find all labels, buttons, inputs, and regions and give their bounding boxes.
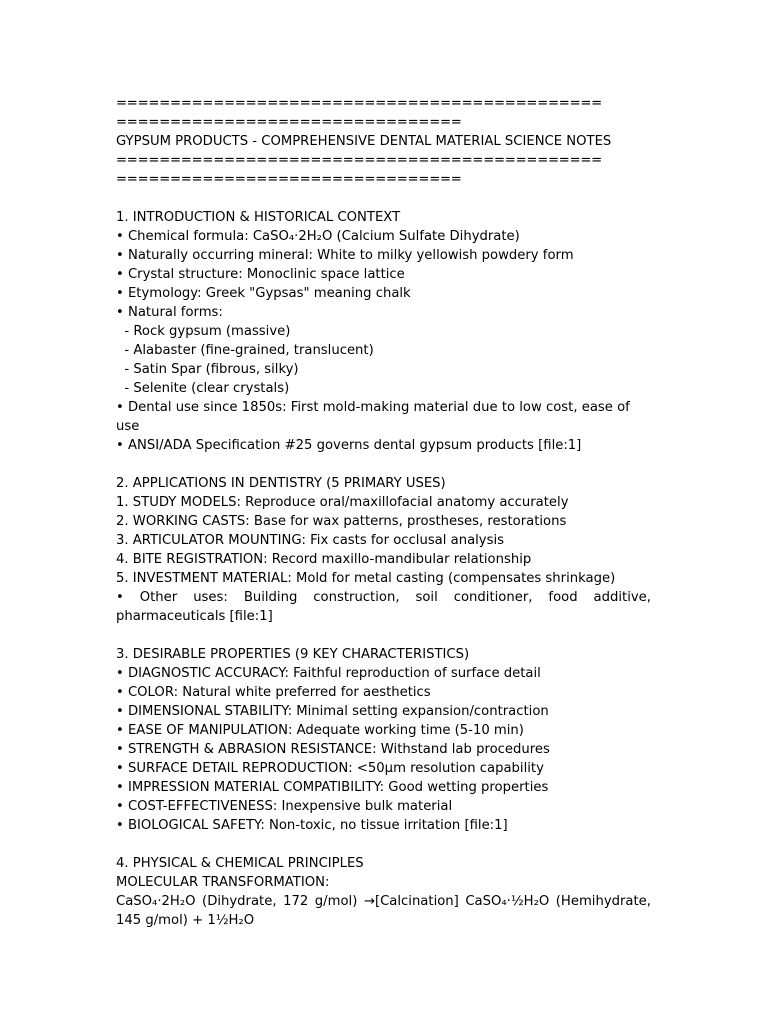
section-introduction bbox=[116, 208, 651, 455]
section-applications bbox=[116, 474, 651, 626]
list-subitem: - Alabaster (fine-grained, translucent) bbox=[116, 343, 374, 358]
list-item: • Natural forms: bbox=[116, 305, 223, 320]
list-item: • DIMENSIONAL STABILITY: Minimal setting expansion/contraction bbox=[116, 704, 549, 719]
list-subitem: - Selenite (clear crystals) bbox=[116, 381, 290, 396]
list-item: • IMPRESSION MATERIAL COMPATIBILITY: Good wetting properties bbox=[116, 780, 549, 795]
section-heading: 2. APPLICATIONS IN DENTISTRY (5 PRIMARY USES) bbox=[116, 476, 446, 491]
spacer bbox=[116, 455, 651, 474]
list-item: 4. BITE REGISTRATION: Record maxillo-mandibular relationship bbox=[116, 552, 532, 567]
document-header bbox=[116, 94, 651, 189]
list-item: • EASE OF MANIPULATION: Adequate working time (5-10 min) bbox=[116, 723, 524, 738]
list-item: 3. ARTICULATOR MOUNTING: Fix casts for occlusal analysis bbox=[116, 533, 505, 548]
list-item: • Naturally occurring mineral: White to milky yellowish powdery form bbox=[116, 248, 574, 263]
section-principles bbox=[116, 854, 651, 930]
list-item: • SURFACE DETAIL REPRODUCTION: <50μm resolution capability bbox=[116, 761, 544, 776]
list-item: 1. STUDY MODELS: Reproduce oral/maxillofacial anatomy accurately bbox=[116, 495, 569, 510]
list-subitem: - Satin Spar (fibrous, silky) bbox=[116, 362, 299, 377]
section-heading: 4. PHYSICAL & CHEMICAL PRINCIPLES bbox=[116, 856, 364, 871]
list-subitem: - Rock gypsum (massive) bbox=[116, 324, 291, 339]
header-rule-top-2: ================================ bbox=[116, 115, 462, 130]
spacer bbox=[116, 626, 651, 645]
spacer bbox=[116, 189, 651, 208]
list-item: • COST-EFFECTIVENESS: Inexpensive bulk material bbox=[116, 799, 453, 814]
chemical-equation: CaSO₄·2H₂O (Dihydrate, 172 g/mol) →[Calcination] CaSO₄·½H₂O (Hemihydrate, 145 g/mol) + 1½H₂O bbox=[116, 894, 651, 928]
list-item: • DIAGNOSTIC ACCURACY: Faithful reproduction of surface detail bbox=[116, 666, 541, 681]
list-item: 5. INVESTMENT MATERIAL: Mold for metal casting (compensates shrinkage) bbox=[116, 571, 616, 586]
section-heading: 3. DESIRABLE PROPERTIES (9 KEY CHARACTERISTICS) bbox=[116, 647, 470, 662]
list-item: • Chemical formula: CaSO₄·2H₂O (Calcium Sulfate Dihydrate) bbox=[116, 229, 520, 244]
header-rule-bottom-2: ================================ bbox=[116, 172, 462, 187]
section-heading: 1. INTRODUCTION & HISTORICAL CONTEXT bbox=[116, 210, 401, 225]
list-item: • COLOR: Natural white preferred for aesthetics bbox=[116, 685, 431, 700]
list-item: • STRENGTH & ABRASION RESISTANCE: Withstand lab procedures bbox=[116, 742, 550, 757]
list-item: • Dental use since 1850s: First mold-making material due to low cost, ease of use bbox=[116, 400, 634, 434]
document-page bbox=[116, 94, 651, 930]
list-item: 2. WORKING CASTS: Base for wax patterns, prostheses, restorations bbox=[116, 514, 567, 529]
list-item: • ANSI/ADA Specification #25 governs dental gypsum products [file:1] bbox=[116, 438, 582, 453]
list-item: • Other uses: Building construction, soil conditioner, food additive, pharmaceuticals [file:1] bbox=[116, 590, 651, 624]
subheading: MOLECULAR TRANSFORMATION: bbox=[116, 875, 330, 890]
list-item: • Crystal structure: Monoclinic space lattice bbox=[116, 267, 405, 282]
list-item: • Etymology: Greek "Gypsas" meaning chalk bbox=[116, 286, 411, 301]
spacer bbox=[116, 835, 651, 854]
document-title: GYPSUM PRODUCTS - COMPREHENSIVE DENTAL MATERIAL SCIENCE NOTES bbox=[116, 134, 612, 149]
section-properties bbox=[116, 645, 651, 835]
header-rule-bottom-1: ============================================= bbox=[116, 153, 602, 168]
list-item: • BIOLOGICAL SAFETY: Non-toxic, no tissue irritation [file:1] bbox=[116, 818, 508, 833]
header-rule-top-1: ============================================= bbox=[116, 96, 602, 111]
